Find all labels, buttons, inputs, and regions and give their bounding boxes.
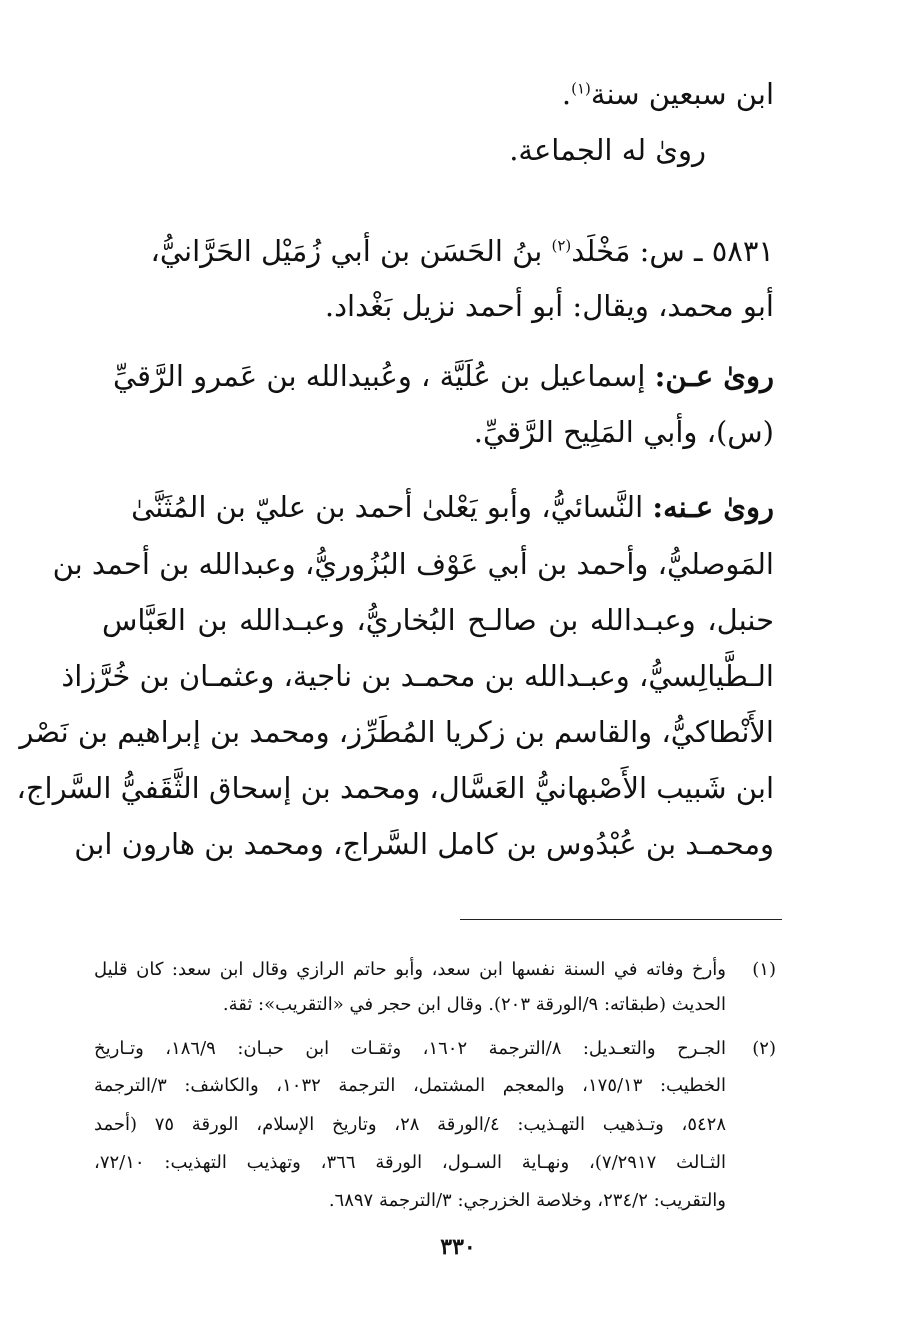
narrated-by-line-1-rest: النَّسائيُّ، وأبو يَعْلىٰ أحمد بن عليّ بن المُثَنَّىٰ (131, 490, 644, 524)
page-number: ٣٣٠ (440, 1234, 476, 1260)
narrated-by-line-4: الـطَّيالِسيُّ، وعبـدالله بن محمـد بن ناجية، وعثمـان بن خُرَّزاذ (61, 659, 774, 693)
narrated-by-line-5: الأَنْطاكيُّ، والقاسم بن زكريا المُطَرِّز، ومحمد بن إبراهيم بن نَصْر (19, 715, 774, 749)
footnote-1-line-2: الحديث (طبقاته: ٩/الورقة ٢٠٣). وقال ابن حجر في «التقريب»: ثقة. (222, 994, 726, 1015)
footnote-2-number: (٢) (752, 1038, 776, 1059)
text-line-1-body: ابن سبعين سنة (590, 77, 774, 111)
footnote-2-line-4: الثـالث ٧/٢٩١٧)، ونهـاية السـول، الورقة ٣٦٦، وتهذيب التهذيب: ٧٢/١٠، (94, 1152, 726, 1173)
footnote-2-line-1: الجـرح والتعـديل: ٨/الترجمة ١٦٠٢، وثقـات ابن حبـان: ١٨٦/٩، وتـاريخ (94, 1038, 727, 1059)
narrated-from-line-1-rest: إسماعيل بن عُلَيَّة ، وعُبيدالله بن عَمرو الرَّقيِّ (112, 359, 646, 393)
footnote-2-line-5: والتقريب: ٢٣٤/٢، وخلاصة الخزرجي: ٣/الترجمة ٦٨٩٧. (328, 1190, 726, 1211)
narrated-by-label: روىٰ عـنه: (652, 490, 774, 524)
entry-line-2: أبو محمد، ويقال: أبو أحمد نزيل بَغْداد. (324, 289, 774, 323)
footnote-2-line-3: ٥٤٢٨، وتـذهيب التهـذيب: ٤/الورقة ٢٨، وتاريخ الإسلام، الورقة ٧٥ (أحمد (94, 1114, 726, 1135)
text-line-1 (561, 77, 774, 111)
footnote-ref-2: (٢) (551, 236, 572, 255)
narrated-from-label: روىٰ عـن: (654, 359, 774, 393)
footnote-1-number: (١) (752, 959, 776, 980)
narrated-by-line-7: ومحمـد بن عُبْدُوس بن كامل السَّراج، ومحمد بن هارون ابن (74, 827, 774, 861)
text-line-2: روىٰ له الجماعة. (509, 133, 706, 167)
narrated-from-line-1 (112, 359, 774, 393)
footnote-ref-1: (١) (571, 79, 591, 98)
narrated-from-line-2: (س)، وأبي المَلِيح الرَّقيِّ. (473, 415, 774, 449)
narrated-by-line-2: المَوصليُّ، وأحمد بن أبي عَوْف البُزُوريُّ، وعبدالله بن أحمد بن (52, 547, 774, 581)
entry-heading-b: بنُ الحَسَن بن أبي زُمَيْل الحَرَّانيُّ، (150, 234, 543, 268)
footnote-2-line-2: الخطيب: ١٧٥/١٣، والمعجم المشتمل، الترجمة ١٠٣٢، والكاشف: ٣/الترجمة (94, 1075, 726, 1096)
narrated-by-line-1 (131, 490, 774, 524)
narrated-by-line-3: حنبل، وعبـدالله بن صالـح البُخاريُّ، وعبـدالله بن العَبَّاس (102, 603, 774, 637)
text-line-1-end: . (561, 77, 572, 111)
entry-heading (150, 234, 775, 268)
footnote-1-line-1: وأرخ وفاته في السنة نفسها ابن سعد، وأبو حاتم الرازي وقال ابن سعد: كان قليل (94, 959, 726, 980)
narrated-by-line-6: ابن شَبيب الأَصْبهانيُّ العَسَّال، ومحمد بن إسحاق الثَّقَفيُّ السَّراج، (16, 771, 774, 805)
footnote-separator (460, 919, 782, 920)
entry-heading-a: ٥٨٣١ ـ س: مَخْلَد (571, 234, 774, 268)
